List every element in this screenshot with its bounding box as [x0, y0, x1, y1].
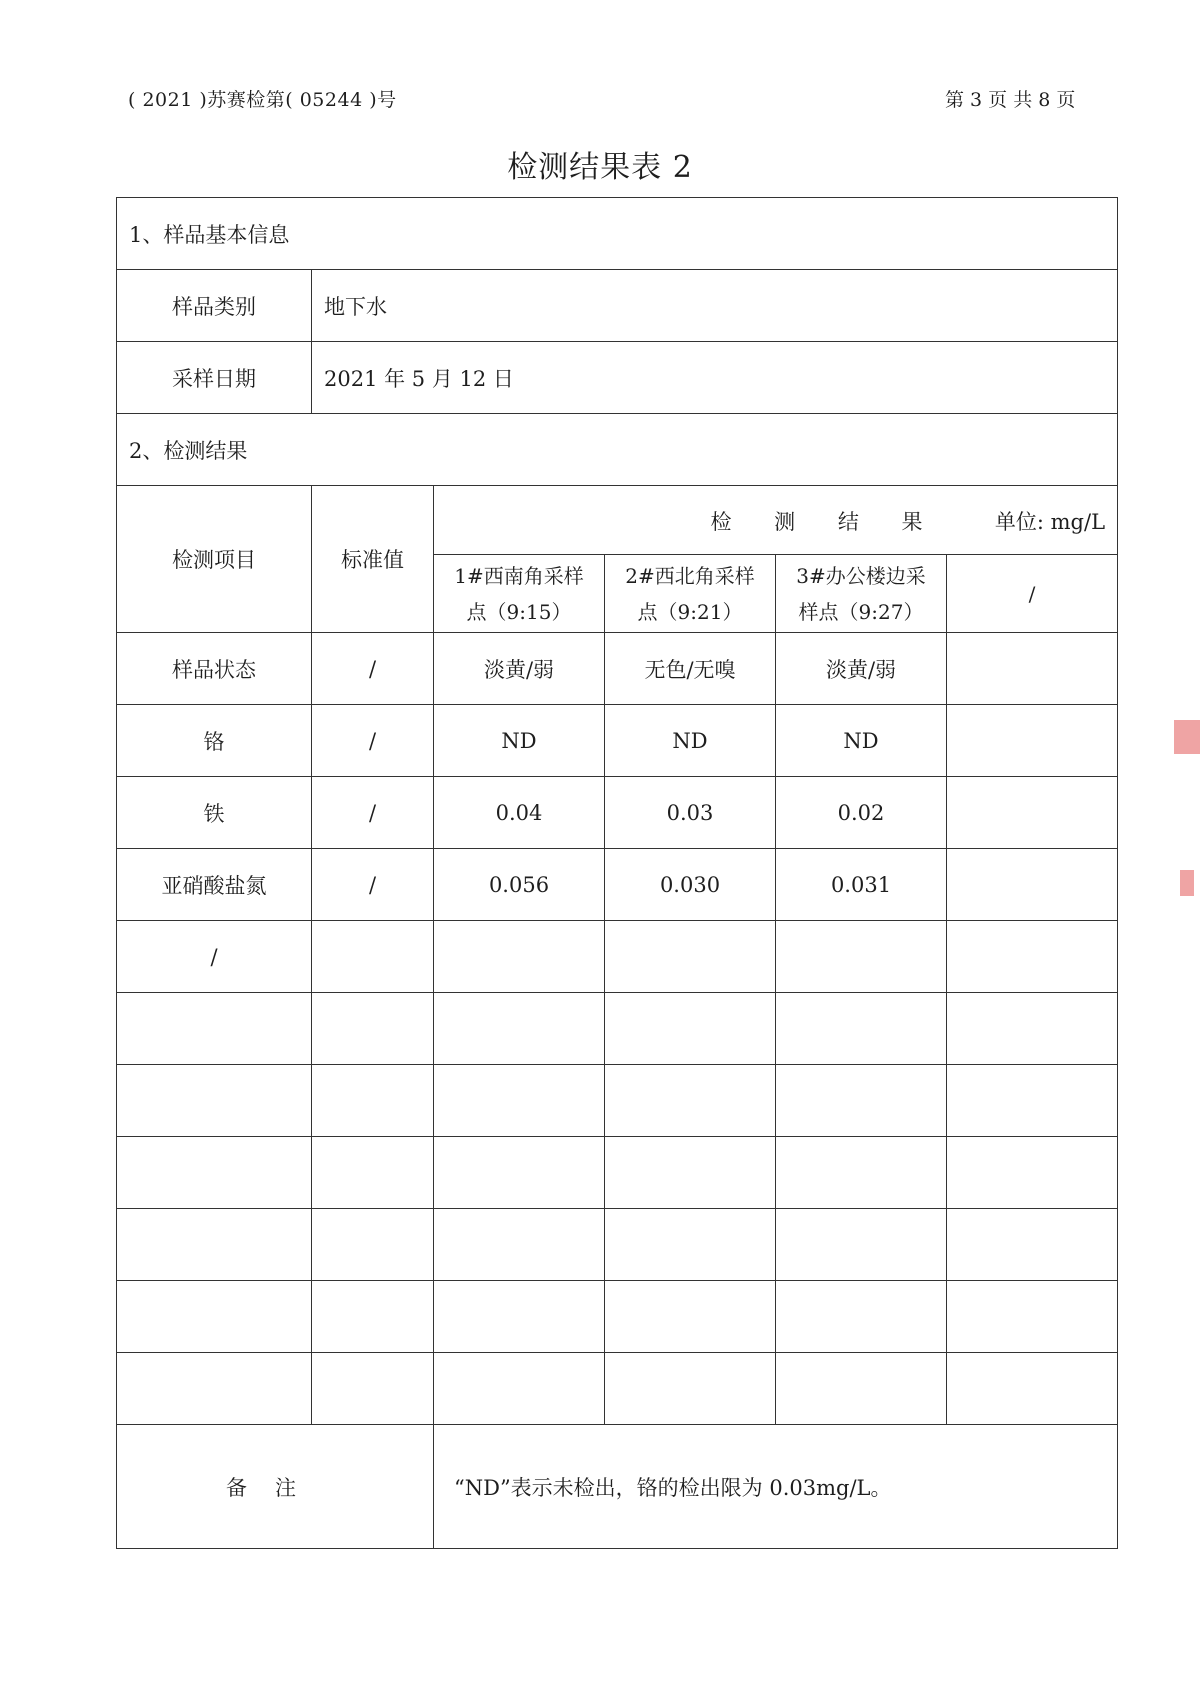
- row-item: [117, 1065, 312, 1137]
- row-value-site-4: [947, 633, 1118, 705]
- row-value-site-2: [605, 993, 776, 1065]
- table-row: [117, 777, 1118, 849]
- site-header-4: [947, 555, 1118, 633]
- site-header-line1: 2#西北角采样: [625, 563, 755, 588]
- row-item: 铬: [117, 705, 312, 777]
- row-item: /: [117, 921, 312, 993]
- site-header-1: [434, 555, 605, 633]
- row-value-site-3: [776, 921, 947, 993]
- unit-label: 单位: mg/L: [994, 510, 1106, 534]
- row-value-site-3: [776, 993, 947, 1065]
- sampling-date-value: 2021 年 5 月 12 日: [312, 342, 1118, 414]
- row-value-site-2: ND: [605, 705, 776, 777]
- row-value-site-1: [434, 1209, 605, 1281]
- row-value-site-2: 无色/无嗅: [605, 633, 776, 705]
- row-standard: [312, 1065, 434, 1137]
- col-standard-header: 标准值: [312, 486, 434, 633]
- site-header-line2: 点（9:15）: [466, 599, 572, 624]
- row-value-site-1: [434, 1353, 605, 1425]
- row-value-site-3: [776, 1065, 947, 1137]
- site-header-line2: 样点（9:27）: [798, 599, 924, 624]
- row-standard: /: [312, 633, 434, 705]
- row-value-site-3: 0.02: [776, 777, 947, 849]
- table-row: [117, 849, 1118, 921]
- table-row: [117, 1353, 1118, 1425]
- remarks-row: [117, 1425, 1118, 1549]
- sample-category-label: 样品类别: [117, 270, 312, 342]
- row-value-site-2: [605, 1281, 776, 1353]
- row-value-site-4: [947, 1209, 1118, 1281]
- results-table: [116, 197, 1118, 1549]
- site-header-2: [605, 555, 776, 633]
- table-row: [117, 993, 1118, 1065]
- row-value-site-4: [947, 1137, 1118, 1209]
- row-value-site-1: [434, 1281, 605, 1353]
- row-value-site-4: [947, 1065, 1118, 1137]
- remarks-label: 备注: [117, 1425, 434, 1549]
- row-value-site-2: [605, 1209, 776, 1281]
- row-value-site-3: [776, 1209, 947, 1281]
- row-value-site-2: 0.030: [605, 849, 776, 921]
- row-value-site-2: [605, 1137, 776, 1209]
- report-number: ( 2021 )苏赛检第( 05244 )号: [128, 89, 397, 111]
- site-header-line1: /: [1028, 581, 1036, 606]
- sample-category-value: 地下水: [312, 270, 1118, 342]
- table-row: [117, 1209, 1118, 1281]
- section1-heading: 1、样品基本信息: [117, 198, 1118, 270]
- row-item: 样品状态: [117, 633, 312, 705]
- row-standard: /: [312, 705, 434, 777]
- row-item: [117, 1209, 312, 1281]
- row-standard: [312, 1209, 434, 1281]
- page-title: 检测结果表 2: [507, 150, 693, 185]
- red-stamp-mark: [1180, 870, 1194, 896]
- table-row: [117, 633, 1118, 705]
- results-header: [434, 486, 1118, 555]
- row-value-site-2: [605, 1065, 776, 1137]
- row-value-site-3: 淡黄/弱: [776, 633, 947, 705]
- col-item-header: 检测项目: [117, 486, 312, 633]
- row-value-site-2: 0.03: [605, 777, 776, 849]
- site-header-3: [776, 555, 947, 633]
- row-item: [117, 1281, 312, 1353]
- row-value-site-1: ND: [434, 705, 605, 777]
- table-row: [117, 1065, 1118, 1137]
- site-header-line1: 1#西南角采样: [454, 563, 584, 588]
- row-value-site-4: [947, 993, 1118, 1065]
- row-value-site-2: [605, 921, 776, 993]
- row-value-site-1: 淡黄/弱: [434, 633, 605, 705]
- row-value-site-4: [947, 705, 1118, 777]
- row-standard: [312, 993, 434, 1065]
- table-row: [117, 921, 1118, 993]
- row-value-site-1: 0.04: [434, 777, 605, 849]
- row-value-site-4: [947, 777, 1118, 849]
- row-value-site-1: [434, 993, 605, 1065]
- row-value-site-3: 0.031: [776, 849, 947, 921]
- row-value-site-4: [947, 1281, 1118, 1353]
- row-standard: [312, 921, 434, 993]
- row-item: [117, 1353, 312, 1425]
- table-row: [117, 1137, 1118, 1209]
- row-item: [117, 1137, 312, 1209]
- sampling-date-label: 采样日期: [117, 342, 312, 414]
- row-value-site-4: [947, 849, 1118, 921]
- remarks-text: “ND”表示未检出，铬的检出限为 0.03mg/L。: [434, 1425, 1118, 1549]
- row-standard: /: [312, 849, 434, 921]
- row-value-site-1: [434, 921, 605, 993]
- table-row: [117, 705, 1118, 777]
- row-value-site-1: [434, 1065, 605, 1137]
- row-value-site-3: [776, 1281, 947, 1353]
- row-value-site-3: ND: [776, 705, 947, 777]
- section2-heading: 2、检测结果: [117, 414, 1118, 486]
- row-standard: /: [312, 777, 434, 849]
- row-value-site-4: [947, 1353, 1118, 1425]
- page-info: 第 3 页 共 8 页: [945, 89, 1076, 111]
- site-header-line1: 3#办公楼边采: [796, 563, 926, 588]
- row-value-site-1: [434, 1137, 605, 1209]
- row-item: [117, 993, 312, 1065]
- row-item: 亚硝酸盐氮: [117, 849, 312, 921]
- row-value-site-2: [605, 1353, 776, 1425]
- row-value-site-3: [776, 1137, 947, 1209]
- row-value-site-3: [776, 1353, 947, 1425]
- row-item: 铁: [117, 777, 312, 849]
- results-title: 检 测 结 果: [710, 510, 941, 534]
- red-stamp-mark: [1174, 720, 1200, 754]
- site-header-line2: 点（9:21）: [637, 599, 743, 624]
- table-row: [117, 1281, 1118, 1353]
- row-value-site-4: [947, 921, 1118, 993]
- row-standard: [312, 1353, 434, 1425]
- row-value-site-1: 0.056: [434, 849, 605, 921]
- row-standard: [312, 1137, 434, 1209]
- row-standard: [312, 1281, 434, 1353]
